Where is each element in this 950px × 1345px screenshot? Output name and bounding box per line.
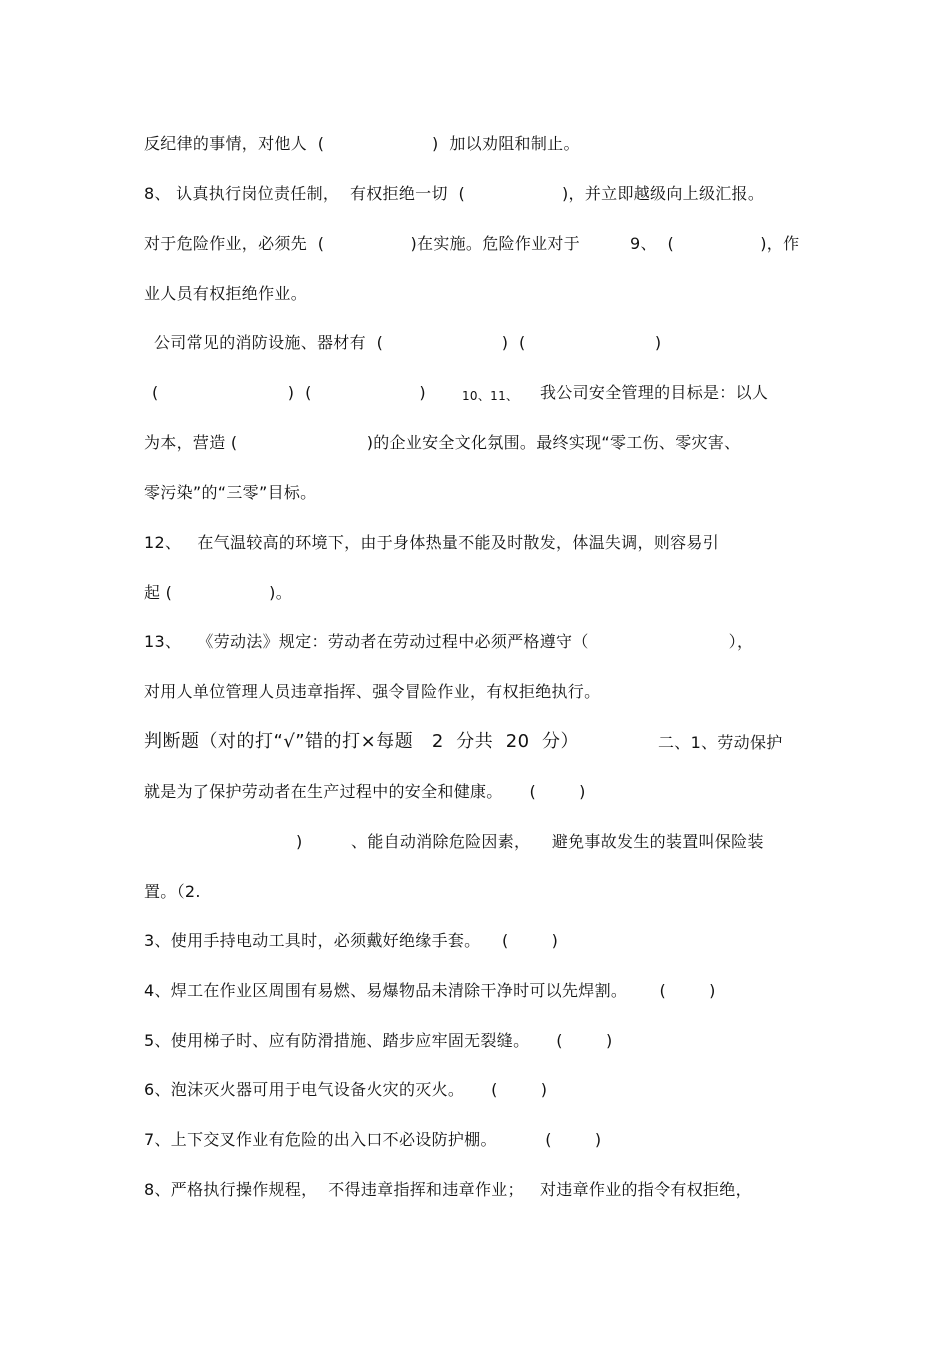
question-3-line: 3、使用手持电动工具时，必须戴好绝缘手套。 ( ) — [144, 931, 559, 950]
text-line: ( ) ( ) — [152, 383, 426, 402]
question-13-line: 13、 《劳动法》规定：劳动者在劳动过程中必须严格遵守（ ）， — [144, 632, 754, 651]
section-heading: 判断题（对的打“√”错的打×每题 2 分共 20 分） — [144, 731, 580, 752]
text-line: 业人员有权拒绝作业。 — [144, 284, 308, 303]
text-line: 反纪律的事情，对他人 ( ) 加以劝阻和制止。 — [144, 134, 580, 153]
question-11-line: 我公司安全管理的目标是：以人 — [540, 383, 769, 402]
text-line: 公司常见的消防设施、器材有 ( ) ( ) — [154, 333, 662, 352]
text-line: 零污染”的“三零”目标。 — [144, 483, 317, 502]
text-line: ) 、能自动消除危险因素， 避免事故发生的装置叫保险装 — [296, 832, 764, 851]
text-line: 起 ( )。 — [144, 583, 293, 602]
text-line: 置。（2. — [144, 882, 201, 901]
question-5-line: 5、使用梯子时、应有防滑措施、踏步应牢固无裂缝。 ( ) — [144, 1031, 613, 1050]
text-line: 对于危险作业，必须先 ( )在实施。危险作业对于 — [144, 234, 581, 253]
question-number: 10、11、 — [462, 389, 519, 403]
text-line: 为本，营造 ( )的企业安全文化氛围。最终实现“零工伤、零灾害、 — [144, 433, 741, 452]
question-9-line: 9、 ( )，作 — [630, 234, 800, 253]
question-6-line: 6、泡沫灭火器可用于电气设备火灾的灭火。 ( ) — [144, 1080, 548, 1099]
question-12-line: 12、 在气温较高的环境下，由于身体热量不能及时散发，体温失调，则容易引 — [144, 533, 720, 552]
text-line: 就是为了保护劳动者在生产过程中的安全和健康。 ( ) — [144, 782, 586, 801]
question-1-line: 二、1、劳动保护 — [658, 733, 783, 752]
question-4-line: 4、焊工在作业区周围有易燃、易爆物品未清除干净时可以先焊割。 ( ) — [144, 981, 716, 1000]
question-8-line: 8、 认真执行岗位责任制， 有权拒绝一切 ( )，并立即越级向上级汇报。 — [144, 184, 765, 203]
question-7-line: 7、上下交叉作业有危险的出入口不必设防护棚。 ( ) — [144, 1130, 602, 1149]
text-line: 对用人单位管理人员违章指挥、强令冒险作业，有权拒绝执行。 — [144, 682, 601, 701]
question-8-line: 8、严格执行操作规程， 不得违章指挥和违章作业； 对违章作业的指令有权拒绝， — [144, 1180, 752, 1199]
